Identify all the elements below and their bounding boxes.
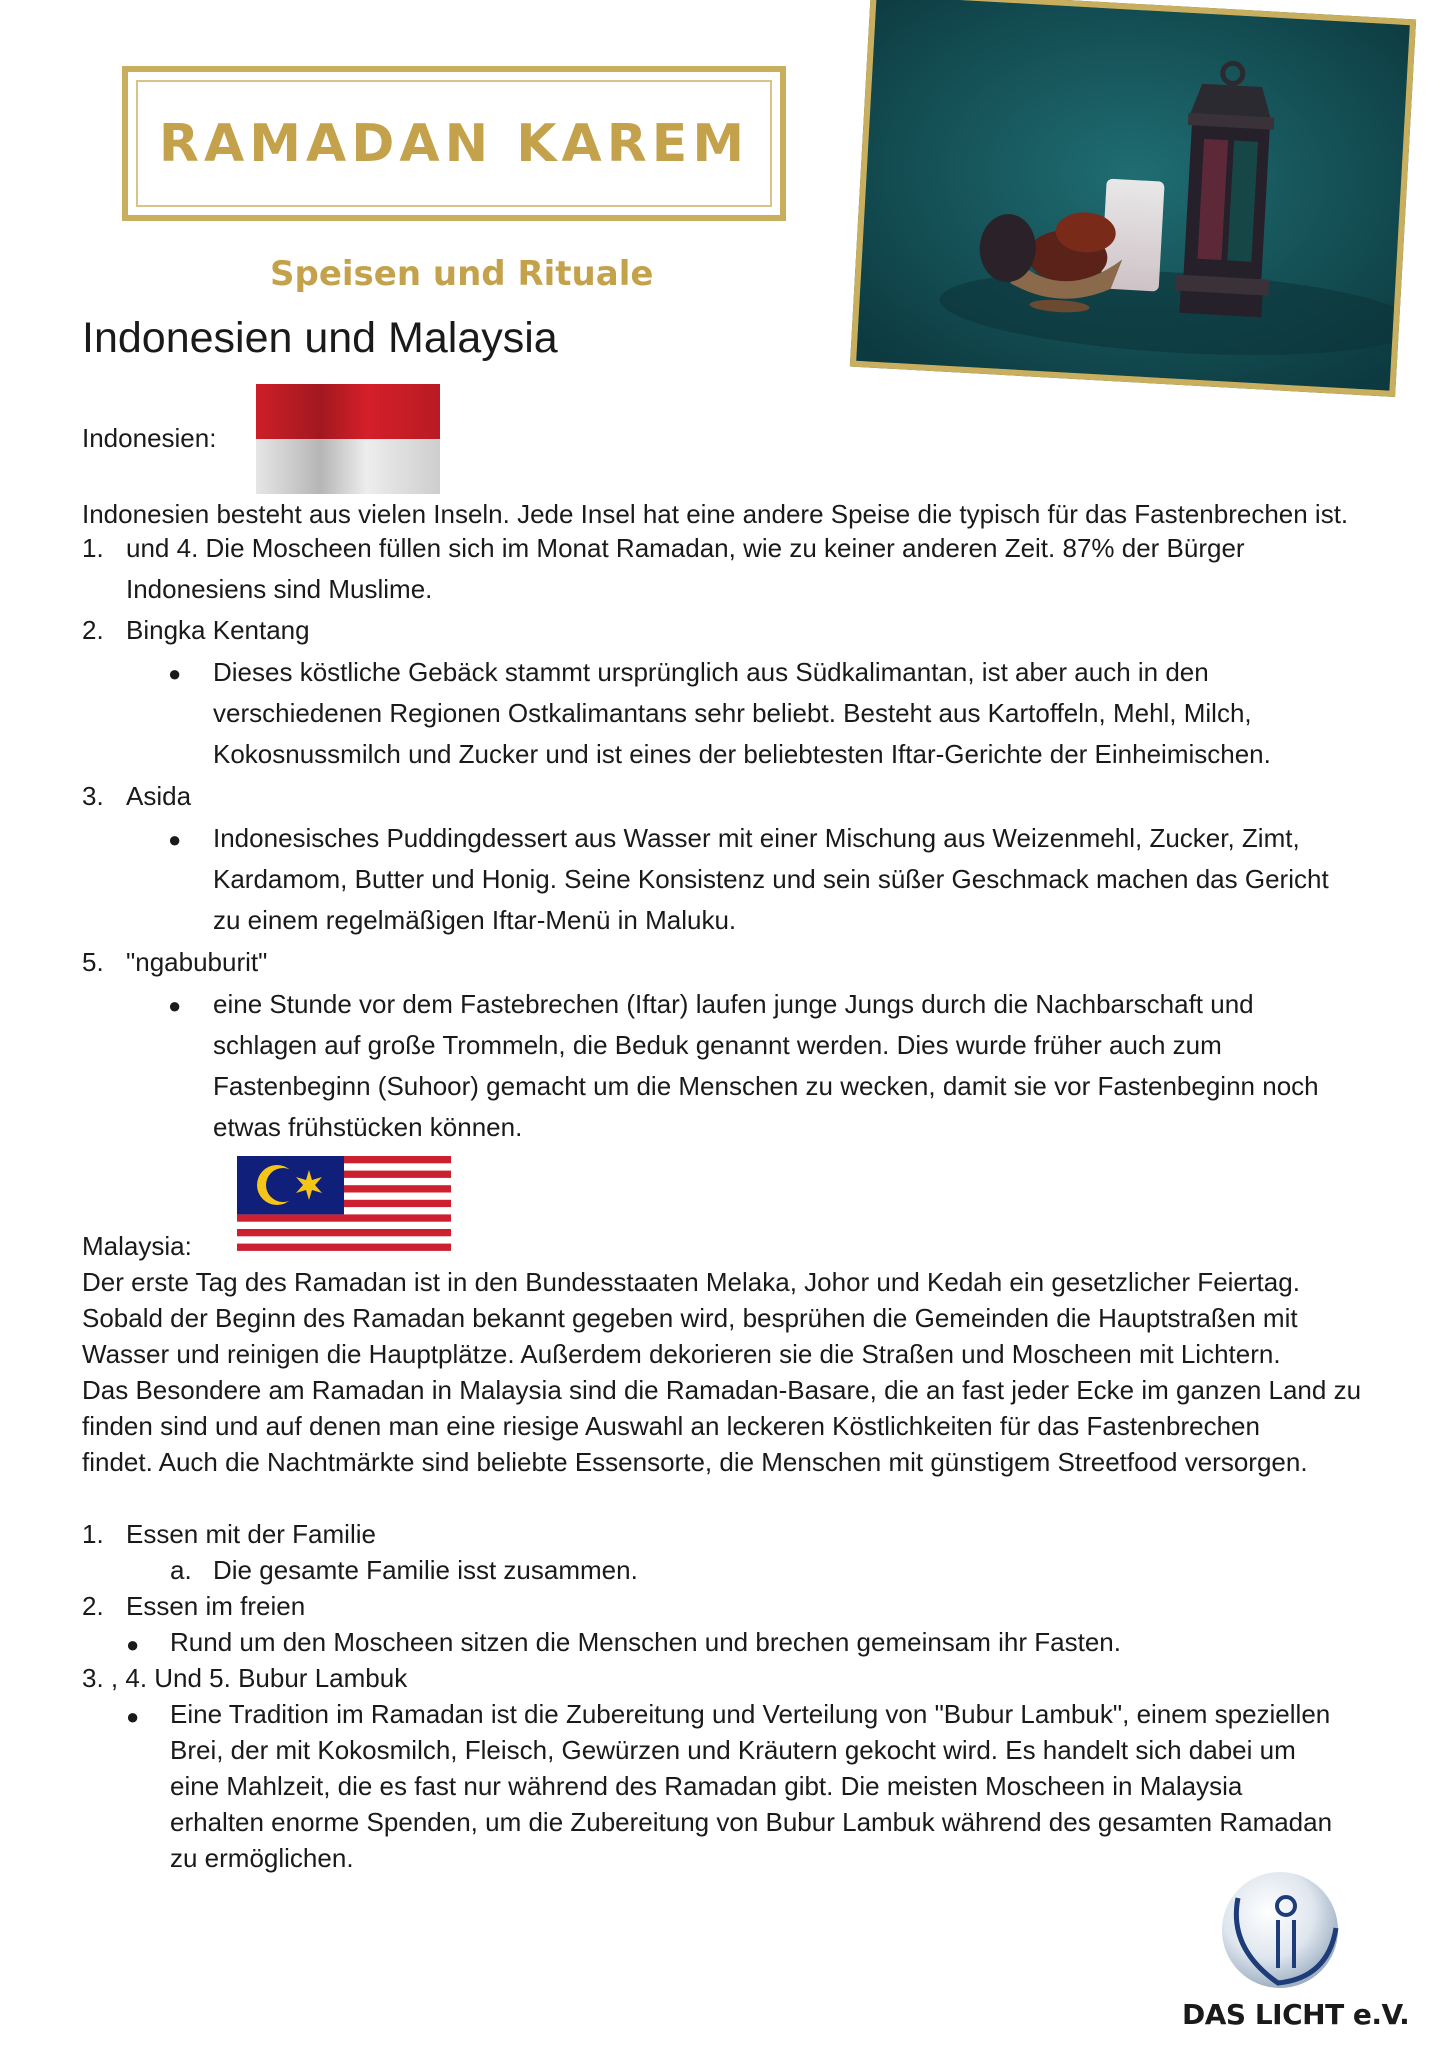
malaysia-flag	[237, 1156, 451, 1258]
list-number: 1.	[82, 1519, 104, 1549]
list-number: 5.	[82, 947, 104, 977]
malaysia-item1-title: Essen mit der Familie	[126, 1519, 376, 1549]
indonesia-item5-line: etwas frühstücken können.	[213, 1112, 523, 1142]
malaysia-intro-line: finden sind und auf denen man eine riesige Auswahl an leckeren Köstlichkeiten für das Fastenbrechen	[82, 1411, 1260, 1441]
malaysia-item3-line: erhalten enorme Spenden, um die Zubereitung von Bubur Lambuk während des gesamten Ramadan	[170, 1807, 1333, 1837]
malaysia-intro-line: Sobald der Beginn des Ramadan bekannt gegeben wird, besprühen die Gemeinden die Hauptstraßen mit	[82, 1303, 1298, 1333]
sub-list-letter: a.	[170, 1555, 192, 1585]
bullet-icon: ●	[168, 827, 182, 852]
banner-title: RAMADAN KAREM	[158, 113, 750, 174]
malaysia-item3-line: Brei, der mit Kokosmilch, Fleisch, Gewürzen und Kräutern gekocht wird. Es handelt sich dabei um	[170, 1735, 1296, 1765]
bullet-icon: ●	[168, 993, 182, 1018]
indonesia-item3-line: Indonesisches Puddingdessert aus Wasser mit einer Mischung aus Weizenmehl, Zucker, Zimt,	[213, 823, 1300, 853]
indonesia-item2-title: Bingka Kentang	[126, 615, 310, 645]
malaysia-item2-title: Essen im freien	[126, 1591, 306, 1621]
malaysia-item2-line: Rund um den Moscheen sitzen die Menschen und brechen gemeinsam ihr Fasten.	[170, 1627, 1121, 1657]
indonesia-item5-line: schlagen auf große Trommeln, die Beduk genannt werden. Dies wurde früher auch zum	[213, 1030, 1222, 1060]
indonesia-flag	[256, 384, 440, 494]
malaysia-item1-sub: Die gesamte Familie isst zusammen.	[213, 1555, 638, 1585]
indonesia-item3-line: zu einem regelmäßigen Iftar-Menü in Maluku.	[213, 905, 737, 935]
indonesia-item1-text: und 4. Die Moscheen füllen sich im Monat Ramadan, wie zu keiner anderen Zeit. 87% der Bürger	[126, 533, 1245, 563]
subtitle: Speisen und Rituale	[270, 254, 654, 294]
indonesia-item3-line: Kardamom, Butter und Honig. Seine Konsistenz und sein süßer Geschmack machen das Gericht	[213, 864, 1329, 894]
list-number: 2.	[82, 1591, 104, 1621]
indonesia-item1-text-cont: Indonesiens sind Muslime.	[126, 574, 433, 604]
malaysia-item3-line: eine Mahlzeit, die es fast nur während des Ramadan gibt. Die meisten Moscheen in Malaysia	[170, 1771, 1243, 1801]
malaysia-item3-line: zu ermöglichen.	[170, 1843, 354, 1873]
indonesia-item2-line: verschiedenen Regionen Ostkalimantans sehr beliebt. Besteht aus Kartoffeln, Mehl, Milch,	[213, 698, 1252, 728]
bullet-icon: ●	[126, 1704, 140, 1729]
bullet-icon: ●	[168, 661, 182, 686]
indonesia-item5-line: Fastenbeginn (Suhoor) gemacht um die Menschen zu wecken, damit sie vor Fastenbeginn noch	[213, 1071, 1319, 1101]
list-number: 1.	[82, 533, 104, 563]
malaysia-item3-line: Eine Tradition im Ramadan ist die Zubereitung und Verteilung von "Bubur Lambuk", einem speziellen	[170, 1699, 1331, 1729]
bullet-icon: ●	[126, 1632, 140, 1657]
malaysia-intro-line: findet. Auch die Nachtmärkte sind beliebte Essensorte, die Menschen mit günstigem Streetfood versorgen.	[82, 1447, 1308, 1477]
indonesia-item5-line: eine Stunde vor dem Fastebrechen (Iftar) laufen junge Jungs durch die Nachbarschaft und	[213, 989, 1254, 1019]
page-heading: Indonesien und Malaysia	[82, 314, 558, 362]
title-banner-inner	[136, 80, 772, 207]
indonesia-label: Indonesien:	[82, 423, 217, 453]
indonesia-item2-line: Dieses köstliche Gebäck stammt ursprünglich aus Südkalimantan, ist aber auch in den	[213, 657, 1209, 687]
indonesia-item5-title: "ngabuburit"	[126, 947, 268, 977]
indonesia-intro: Indonesien besteht aus vielen Inseln. Jede Insel hat eine andere Speise die typisch für das Fastenbrechen ist.	[82, 499, 1349, 529]
indonesia-item2-line: Kokosnussmilch und Zucker und ist eines der beliebtesten Iftar-Gerichte der Einheimischen.	[213, 739, 1271, 769]
malaysia-intro-line: Der erste Tag des Ramadan ist in den Bundesstaaten Melaka, Johor und Kedah ein gesetzlicher Feiertag.	[82, 1267, 1300, 1297]
list-number: 3.	[82, 781, 104, 811]
indonesia-item3-title: Asida	[126, 781, 192, 811]
logo-text: DAS LICHT e.V.	[1182, 1998, 1410, 2031]
title-banner	[122, 66, 786, 221]
malaysia-item3-title: 3. , 4. Und 5. Bubur Lambuk	[82, 1663, 408, 1693]
list-number: 2.	[82, 615, 104, 645]
ramadan-lantern-photo	[850, 0, 1416, 397]
malaysia-intro-line: Das Besondere am Ramadan in Malaysia sind die Ramadan-Basare, die an fast jeder Ecke im ganzen Land zu	[82, 1375, 1362, 1405]
malaysia-intro-line: Wasser und reinigen die Hauptplätze. Außerdem dekorieren sie die Straßen und Moscheen mit Lichtern.	[82, 1339, 1281, 1369]
lantern-photo-illustration	[856, 0, 1410, 391]
malaysia-label: Malaysia:	[82, 1231, 192, 1261]
